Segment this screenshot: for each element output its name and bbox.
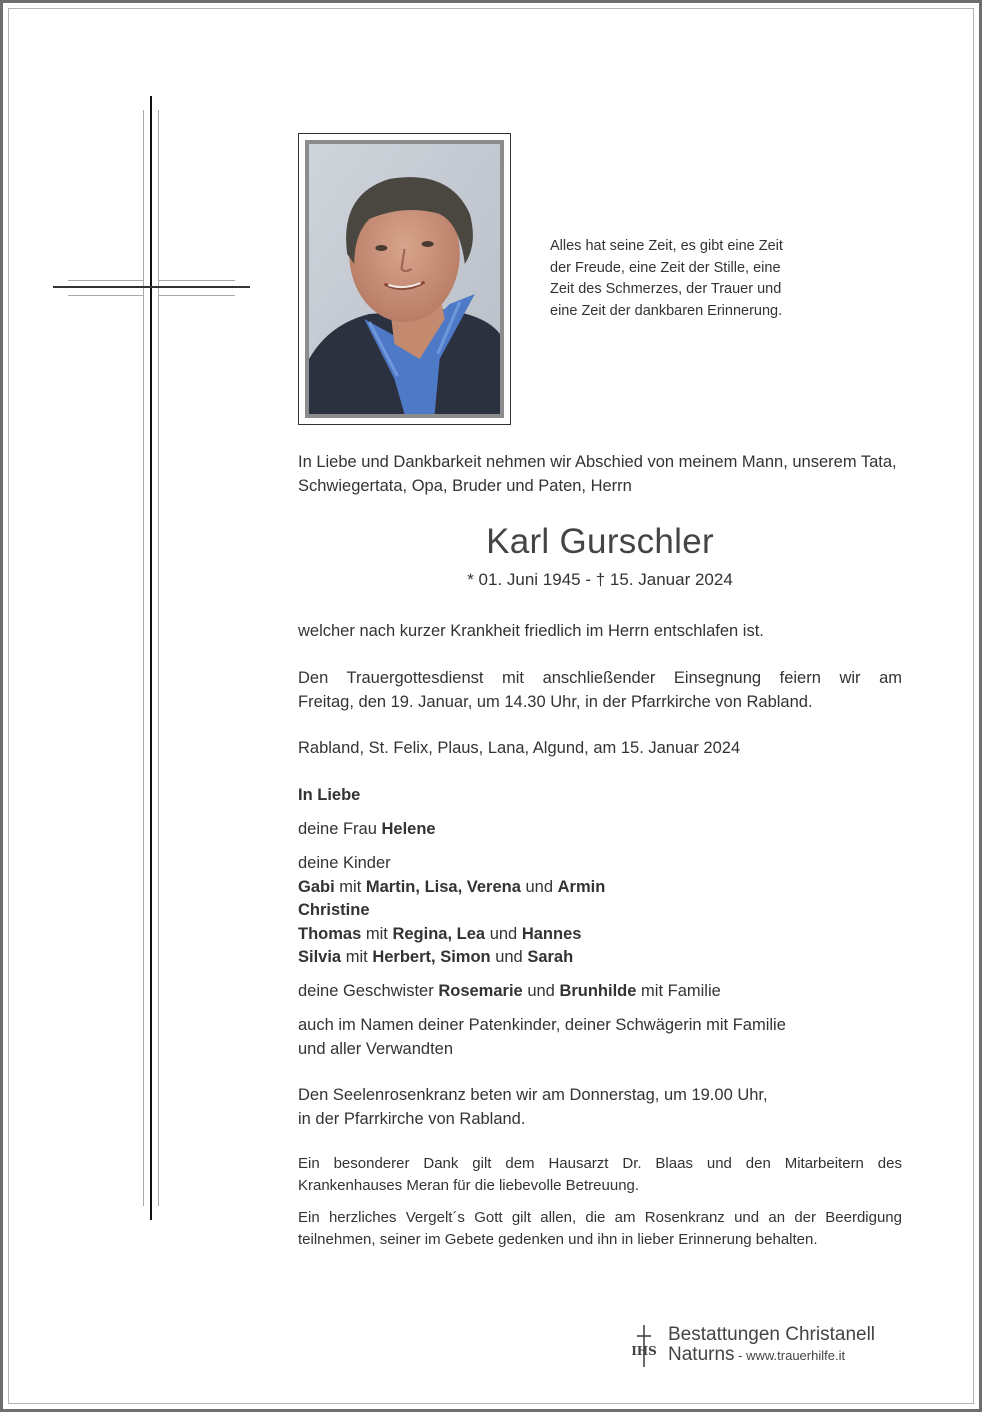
und-text: und <box>525 877 554 896</box>
rosary-line-1: Den Seelenrosenkranz beten wir am Donnerstag, um 19.00 Uhr, <box>298 1086 768 1104</box>
place-date-text: Rabland, St. Felix, Plaus, Lana, Algund, am 15. Januar 2024 <box>298 739 741 757</box>
mourners-heading <box>298 784 902 808</box>
also-line-1: auch im Namen deiner Patenkinder, deiner Schwägerin mit Familie <box>298 1016 786 1034</box>
child-line <box>298 946 902 970</box>
thanks2-line-2: teilnehmen, seiner im Gebete gedenken und ihn in lieber Erinnerung behalten. <box>298 1231 818 1248</box>
grandchild-name: Armin <box>557 877 606 896</box>
service-line-1: Den Trauergottesdienst mit anschließender Einsegnung feiern wir am <box>298 669 902 687</box>
comma: , <box>415 877 420 896</box>
cross-vertical-right-line <box>158 110 159 1206</box>
grandchild-name: Verena <box>466 877 521 896</box>
child-line <box>298 923 902 947</box>
grandchild-name: Simon <box>440 948 491 966</box>
und-text: und <box>495 948 523 966</box>
service-line-2: Freitag, den 19. Januar, um 14.30 Uhr, in der Pfarrkirche von Rabland. <box>298 692 813 711</box>
child-name: Christine <box>298 901 370 919</box>
comma: , <box>457 877 463 896</box>
grandchild-name: Lisa <box>424 877 458 896</box>
wife-name: Helene <box>381 820 436 838</box>
children-block <box>298 852 902 970</box>
comma: , <box>447 924 453 943</box>
also-block <box>298 1014 902 1061</box>
siblings-prefix: deine Geschwister <box>298 982 434 1000</box>
wife-line <box>298 818 902 842</box>
cross-horizontal-bottom-right-line <box>159 295 235 296</box>
grandchild-name: Hannes <box>521 924 582 943</box>
quote-line: Zeit des Schmerzes, der Trauer und <box>550 281 782 298</box>
funeral-home-url[interactable]: www.trauerhilfe.it <box>746 1348 846 1363</box>
child-line <box>298 899 902 923</box>
service-text <box>298 667 902 714</box>
thanks1-line-1: Ein besonderer Dank gilt dem Hausarzt Dr. Blaas und den Mitarbeitern des <box>298 1155 902 1172</box>
sibling-name: Brunhilde <box>559 982 637 1000</box>
siblings-line <box>298 980 902 1004</box>
child-line <box>298 876 902 900</box>
und-text: und <box>489 924 518 943</box>
ihs-cross-icon <box>626 1324 662 1368</box>
funeral-home-logo <box>626 1324 906 1374</box>
rosary-block <box>298 1084 902 1131</box>
intro-text: In Liebe und Dankbarkeit nehmen wir Abschied von meinem Mann, unserem Tata, Schwiegertata, Opa, Bruder und Paten, Herrn <box>298 453 897 495</box>
grandchild-name: Regina <box>392 924 448 943</box>
cross-center-vertical <box>150 280 152 296</box>
funeral-home-name: Bestattungen Christanell <box>668 1324 876 1345</box>
wife-prefix: deine Frau <box>298 820 377 838</box>
mit-text: mit <box>345 948 368 966</box>
mit-text: mit <box>339 877 362 896</box>
mourners-heading-text: In Liebe <box>298 786 361 804</box>
cross-horizontal-top-left-line <box>68 280 144 281</box>
child-name: Silvia <box>298 948 342 966</box>
ihs-monogram: IHS <box>631 1344 657 1358</box>
und-text: und <box>527 982 555 1000</box>
quote-line: Alles hat seine Zeit, es gibt eine Zeit <box>550 238 783 254</box>
cross-center-horizontal <box>144 286 158 288</box>
rosary-line-2: in der Pfarrkirche von Rabland. <box>298 1109 526 1128</box>
cross-horizontal-bottom-left-line <box>68 295 144 296</box>
thanks1-line-2: Krankenhauses Meran für die liebevolle Betreuung. <box>298 1177 640 1194</box>
comma: , <box>431 948 436 966</box>
deceased-dates: * 01. Juni 1945 - † 15. Januar 2024 <box>467 570 733 589</box>
child-name: Thomas <box>298 924 362 943</box>
grandchild-name: Lea <box>456 924 486 943</box>
quote-line: der Freude, eine Zeit der Stille, eine <box>550 259 781 276</box>
funeral-home-town: Naturns <box>668 1344 735 1365</box>
deceased-name: Karl Gurschler <box>486 522 714 561</box>
memorial-quote <box>550 236 830 323</box>
grandchild-name: Herbert <box>372 948 431 966</box>
funeral-home-address <box>668 1344 845 1366</box>
passed-text: welcher nach kurzer Krankheit friedlich im Herrn entschlafen ist. <box>298 622 764 640</box>
funeral-home-separator: - <box>734 1348 747 1363</box>
portrait-photo-mat <box>305 140 504 418</box>
also-line-2: und aller Verwandten <box>298 1039 454 1058</box>
grandchild-name: Sarah <box>527 948 574 966</box>
cross-vertical-line <box>150 96 152 1220</box>
grandchild-name: Martin <box>365 877 416 896</box>
quote-line: eine Zeit der dankbaren Erinnerung. <box>550 303 783 320</box>
children-label: deine Kinder <box>298 854 391 872</box>
thanks-block-2 <box>298 1207 902 1251</box>
thanks-block-1 <box>298 1153 902 1197</box>
portrait-photo-frame <box>298 133 511 425</box>
child-name: Gabi <box>298 877 335 896</box>
cross-horizontal-top-right-line <box>159 280 235 281</box>
mit-text: mit <box>365 924 388 943</box>
siblings-suffix: mit Familie <box>641 982 721 1000</box>
thanks2-line-1: Ein herzliches Vergelt´s Gott gilt allen, die am Rosenkranz und an der Beerdigung <box>298 1209 902 1226</box>
sibling-name: Rosemarie <box>438 982 523 1000</box>
portrait-photo <box>309 144 500 414</box>
cross-vertical-left-line <box>143 110 144 1206</box>
